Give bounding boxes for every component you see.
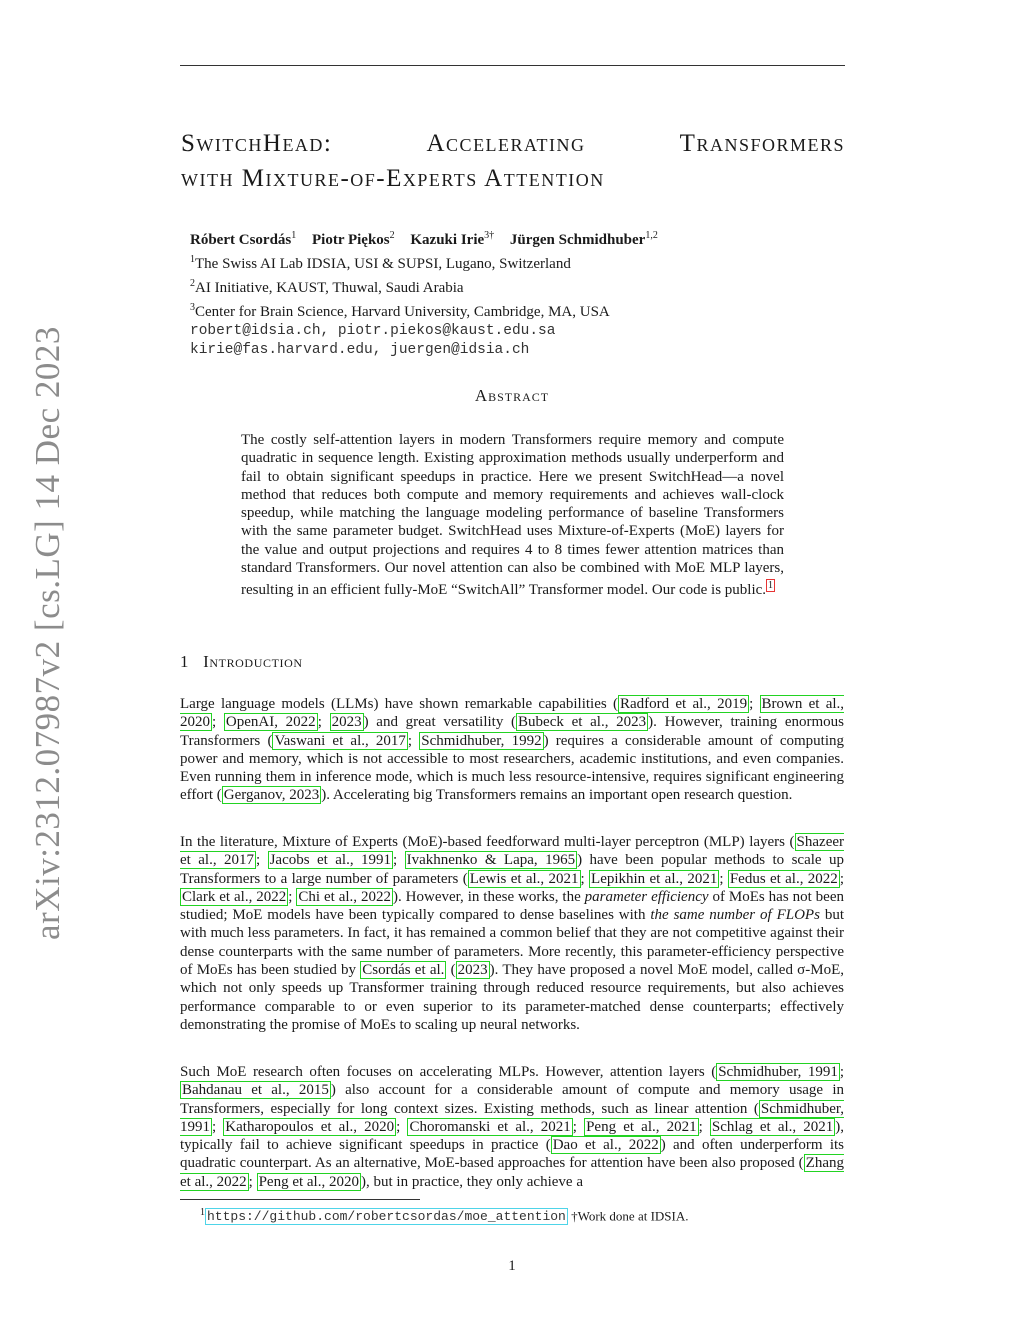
footnote-dagger-text: †Work done at IDSIA.	[571, 1208, 689, 1224]
author-emails: robert@idsia.ch, piotr.piekos@kaust.edu.sa	[190, 323, 556, 339]
citation-link[interactable]: 2023	[331, 714, 362, 731]
citation-link[interactable]: Gerganov, 2023	[223, 787, 320, 804]
author-name: Kazuki Irie	[410, 232, 485, 248]
citation-link[interactable]: Peng et al., 2021	[586, 1118, 697, 1135]
citation-link[interactable]: Brown et al., 2020	[180, 696, 845, 731]
affiliation: $^2$AI Initiative, KAUST, Thuwal, Saudi Arabia	[190, 278, 464, 296]
citation-link[interactable]: Peng et al., 2020	[258, 1173, 359, 1190]
author-name: Róbert Csordás	[190, 232, 292, 248]
footnote-mark: 1	[200, 1207, 205, 1218]
title-word-transformers: Transformers	[679, 130, 845, 157]
citation-link[interactable]: Katharopoulos et al., 2020	[225, 1118, 395, 1135]
citation-link[interactable]: Radford et al., 2019	[619, 696, 748, 712]
citation-link[interactable]: Zhang et al., 2022	[180, 1155, 844, 1190]
citation-link[interactable]: Clark et al., 2022	[182, 888, 287, 905]
footnote	[200, 1207, 688, 1224]
citation-link[interactable]: Vaswani et al., 2017	[274, 732, 406, 749]
citation-link[interactable]: Shazeer et al., 2017	[180, 834, 844, 869]
citation-link[interactable]: Bubeck et al., 2023	[518, 714, 647, 731]
citation-link[interactable]: Bahdanau et al., 2015	[182, 1082, 329, 1099]
page-number: 1	[508, 1258, 516, 1274]
title-word-switchhead: SwitchHead:	[181, 130, 333, 157]
abstract-heading: Abstract	[474, 386, 550, 405]
author-emails: kirie@fas.harvard.edu, juergen@idsia.ch	[190, 342, 530, 358]
author-names: Róbert Csordás$^1$ Piotr Piękos$^2$ Kazuki Irie$^{3\dagger}$ Jürgen Schmidhuber$^{1,2}$	[190, 230, 658, 248]
citation-link[interactable]: Chi et al., 2022	[298, 888, 391, 905]
citation-link[interactable]: OpenAI, 2022	[225, 714, 316, 731]
paragraph: In the literature, Mixture of Experts (MoE)-based feedforward multi-layer perceptron (MLP) layers ( Shazeer et al., 2017 ; Jacobs et al., 1991 ; Ivakhnenko & Lapa, 1965 ) have been popular methods to scale up Transformers to a large number of parameters ( Lewis et al., 2021 ; Lepikhin et al., 2021 ; Fedus et al., 2022 ; Clark et al., 2022 ; Chi et al., 2022 ). However, in these works, the parameter efficiency of MoEs has not been studied; MoE models have been typically compared to dense baselines with the same number of FLOPs but with much less parameters. In fact, it has remained a common belief that they are not competitive against their dense counterparts with the same number of parameters. More recently, this parameter-efficiency perspective of MoEs has been studied by Csordás et al. ( 2023 ). They have proposed a novel MoE model, called σ-MoE, which not only speeds up Transformer training through reduced resource requirements, but also achieves performance comparable to or even superior to its parameter-matched dense counterparts; effectively demonstrating the promise of MoEs to scaling up neural networks.	[180, 834, 845, 1033]
paper-title	[181, 130, 845, 200]
code-url-link[interactable]: https://github.com/robertcsordas/moe_attention	[207, 1209, 566, 1225]
citation-link[interactable]: Schmidhuber, 1991	[180, 1100, 844, 1135]
title-word-accelerating: Accelerating	[426, 130, 586, 157]
paragraph: Such MoE research often focuses on accelerating MLPs. However, attention layers ( Schmidhuber, 1991 ; Bahdanau et al., 2015 ) also account for a considerable amount of compute and memory usage in Transformers, especially for long context sizes. Existing methods, such as linear attention ( Schmidhuber, 1991 ; Katharopoulos et al., 2020 ; Choromanski et al., 2021 ; Peng et al., 2021 ; Schlag et al., 2021 ), typically fail to achieve significant speedups in practice ( Dao et al., 2022 ) and often underperform its quadratic counterpart. As an alternative, MoE-based approaches for attention have been also proposed ( Zhang et al., 2022 ; Peng et al., 2020 ), but in practice, they only achieve a	[180, 1064, 845, 1190]
top-rule	[180, 65, 845, 66]
section-heading: 1 Introduction	[180, 652, 303, 671]
affiliation: $^3$Center for Brain Science, Harvard University, Cambridge, MA, USA	[190, 302, 610, 320]
author-block	[190, 226, 830, 360]
citation-link[interactable]: Lewis et al., 2021	[469, 870, 579, 887]
citation-link[interactable]: Lepikhin et al., 2021	[591, 870, 718, 887]
citation-link[interactable]: Ivakhnenko & Lapa, 1965	[406, 852, 576, 869]
section-title: Introduction	[203, 652, 303, 671]
citation-link[interactable]: Fedus et al., 2022	[729, 870, 838, 887]
citation-link[interactable]: 2023	[457, 962, 488, 979]
citation-link[interactable]: Dao et al., 2022	[552, 1137, 659, 1154]
abstract-text: The costly self-attention layers in modern Transformers require memory and compute quadratic in sequence length. Existing approximation methods usually underperform and fail to obtain significant speedups in practice. Here we present SwitchHead—a novel method that reduces both compute and memory requirements and achieves wall-clock speedup, while matching the language modeling performance of baseline Transformers with the same parameter budget. SwitchHead uses Mixture-of-Experts (MoE) layers for the value and output projections and requires 4 to 8 times fewer attention matrices than standard Transformers. Our novel attention can also be combined with MoE MLP layers, resulting in an efficient fully-MoE “SwitchAll” Transformer model. Our code is public. $^1$	[241, 432, 784, 599]
citation-link[interactable]: Choromanski et al., 2021	[409, 1118, 571, 1135]
arxiv-identifier: arXiv:2312.07987v2 [cs.LG] 14 Dec 2023	[28, 326, 67, 940]
author-name: Piotr Piękos	[312, 232, 390, 248]
citation-link[interactable]: Csordás et al.	[362, 962, 445, 979]
citation-link[interactable]: Schmidhuber, 1991	[718, 1064, 838, 1080]
citation-link[interactable]: Schlag et al., 2021	[711, 1118, 834, 1135]
title-line-2: with Mixture-of-Experts Attention	[181, 165, 605, 192]
paragraph: Large language models (LLMs) have shown remarkable capabilities ( Radford et al., 2019 ; Brown et al., 2020 ; OpenAI, 2022 ; 2023 ) and great versatility ( Bubeck et al., 2023 ). However, training enormous Transformers ( Vaswani et al., 2017 ; Schmidhuber, 1992 ) requires a considerable amount of computing power and memory, which is not accessible to most researchers, academic institutions, and even companies. Even running them in inference mode, which is much less resource-intensive, requires significant engineering effort ( Gerganov, 2023 ). Accelerating big Transformers remains an important open research question.	[180, 696, 845, 804]
author-name: Jürgen Schmidhuber	[509, 232, 646, 248]
citation-link[interactable]: Jacobs et al., 1991	[269, 852, 392, 869]
footnote-link[interactable]: 1	[768, 580, 774, 592]
citation-link[interactable]: Schmidhuber, 1992	[421, 732, 542, 749]
affiliation: $^1$The Swiss AI Lab IDSIA, USI & SUPSI, Lugano, Switzerland	[190, 254, 571, 272]
footnote-rule	[180, 1199, 420, 1200]
